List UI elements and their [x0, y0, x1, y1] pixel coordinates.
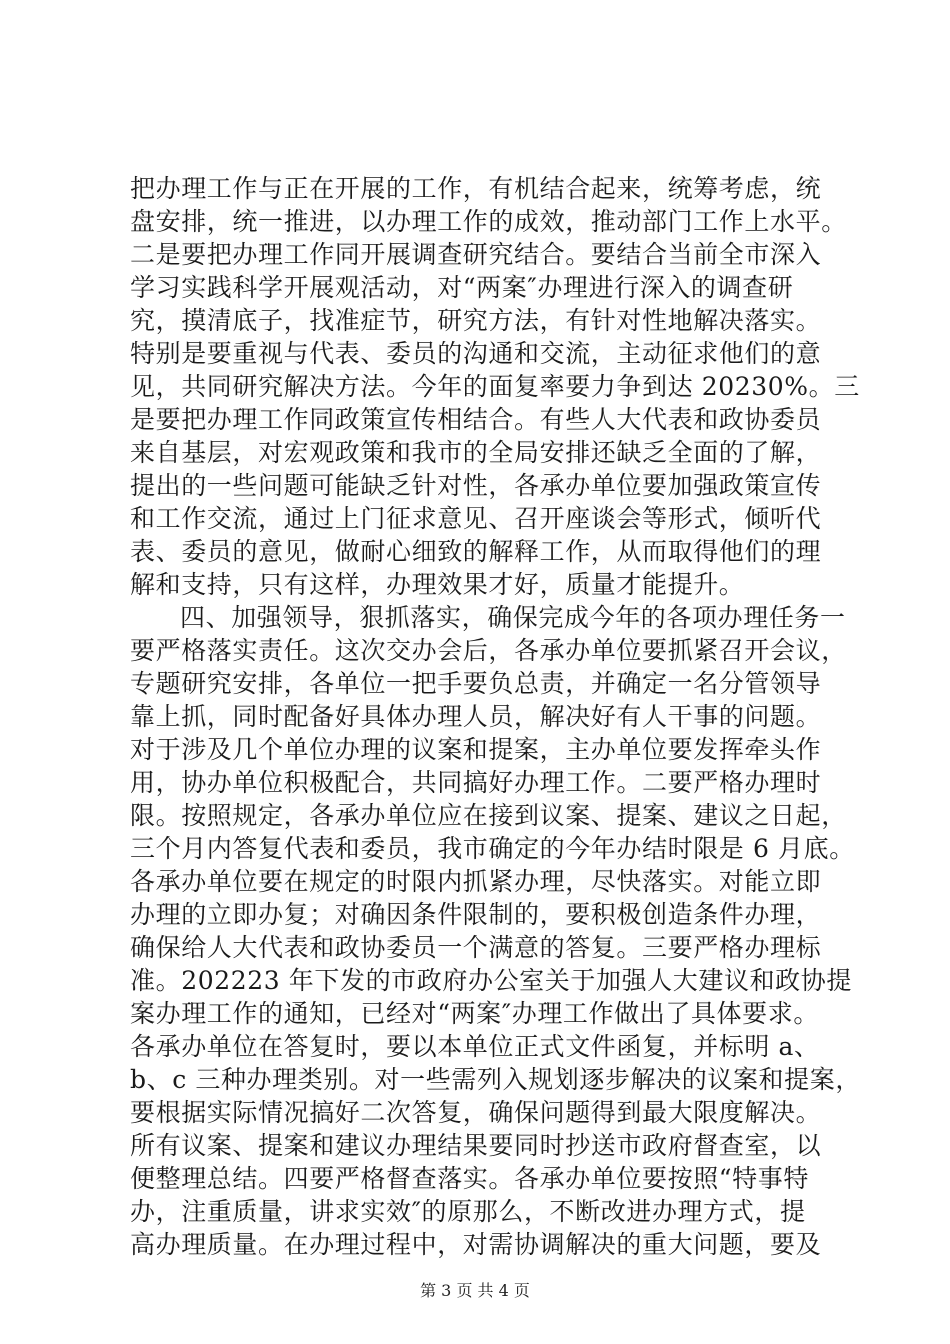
- text-line: 各承办单位要在规定的时限内抓紧办理，尽快落实。对能立即: [130, 867, 822, 896]
- text-line: 盘安排，统一推进，以办理工作的成效，推动部门工作上水平。: [130, 207, 847, 236]
- text-line: 限。按照规定，各承办单位应在接到议案、提案、建议之日起，: [130, 801, 847, 830]
- text-line: 学习实践科学开展观活动，对“两案″办理进行深入的调查研: [130, 273, 794, 302]
- text-line: 三个月内答复代表和委员，我市确定的今年办结时限是 6 月底。: [130, 834, 855, 863]
- text-line: 提出的一些问题可能缺乏针对性，各承办单位要加强政策宣传: [130, 471, 822, 500]
- text-line: 办理的立即办复；对确因条件限制的，要积极创造条件办理，: [130, 900, 822, 929]
- text-line: 准。202223 年下发的市政府办公室关于加强人大建议和政协提: [130, 966, 852, 995]
- text-line: 表、委员的意见，做耐心细致的解释工作，从而取得他们的理: [130, 537, 822, 566]
- text-line: 各承办单位在答复时，要以本单位正式文件函复，并标明 a、: [130, 1032, 820, 1061]
- text-line: 究，摸清底子，找准症节，研究方法，有针对性地解决落实。: [130, 306, 822, 335]
- text-line: 是要把办理工作同政策宣传相结合。有些人大代表和政协委员: [130, 405, 822, 434]
- text-line: 案办理工作的通知，已经对“两案″办理工作做出了具体要求。: [130, 999, 819, 1028]
- text-line: 便整理总结。四要严格督查落实。各承办单位要按照“特事特: [130, 1164, 809, 1193]
- text-line: 靠上抓，同时配备好具体办理人员，解决好有人干事的问题。: [130, 702, 822, 731]
- text-line: 用，协办单位积极配合，共同搞好办理工作。二要严格办理时: [130, 768, 822, 797]
- text-line: 办，注重质量，讲求实效″的原那么，不断改进办理方式，提: [130, 1197, 806, 1226]
- text-line: 二是要把办理工作同开展调查研究结合。要结合当前全市深入: [130, 240, 822, 269]
- text-line: 四、加强领导，狠抓落实，确保完成今年的各项办理任务一: [180, 603, 846, 632]
- text-line: 所有议案、提案和建议办理结果要同时抄送市政府督查室，以: [130, 1131, 822, 1160]
- text-line: 来自基层，对宏观政策和我市的全局安排还缺乏全面的了解，: [130, 438, 822, 467]
- text-line: 高办理质量。在办理过程中，对需协调解决的重大问题，要及: [130, 1230, 822, 1259]
- text-line: b、c 三种办理类别。对一些需列入规划逐步解决的议案和提案，: [130, 1065, 861, 1094]
- text-line: 解和支持，只有这样，办理效果才好，质量才能提升。: [130, 570, 745, 599]
- text-line: 和工作交流，通过上门征求意见、召开座谈会等形式，倾听代: [130, 504, 822, 533]
- page-footer: 第 3 页 共 4 页: [420, 1281, 530, 1300]
- text-line: 对于涉及几个单位办理的议案和提案，主办单位要发挥牵头作: [130, 735, 822, 764]
- text-line: 见，共同研究解决方法。今年的面复率要力争到达 20230%。三: [130, 372, 860, 401]
- text-line: 确保给人大代表和政协委员一个满意的答复。三要严格办理标: [130, 933, 822, 962]
- text-line: 把办理工作与正在开展的工作，有机结合起来，统筹考虑，统: [130, 174, 822, 203]
- text-line: 专题研究安排，各单位一把手要负总责，并确定一名分管领导: [130, 669, 822, 698]
- text-line: 要根据实际情况搞好二次答复，确保问题得到最大限度解决。: [130, 1098, 822, 1127]
- text-line: 特别是要重视与代表、委员的沟通和交流，主动征求他们的意: [130, 339, 822, 368]
- text-line: 要严格落实责任。这次交办会后，各承办单位要抓紧召开会议，: [130, 636, 847, 665]
- body-text: [130, 172, 861, 1261]
